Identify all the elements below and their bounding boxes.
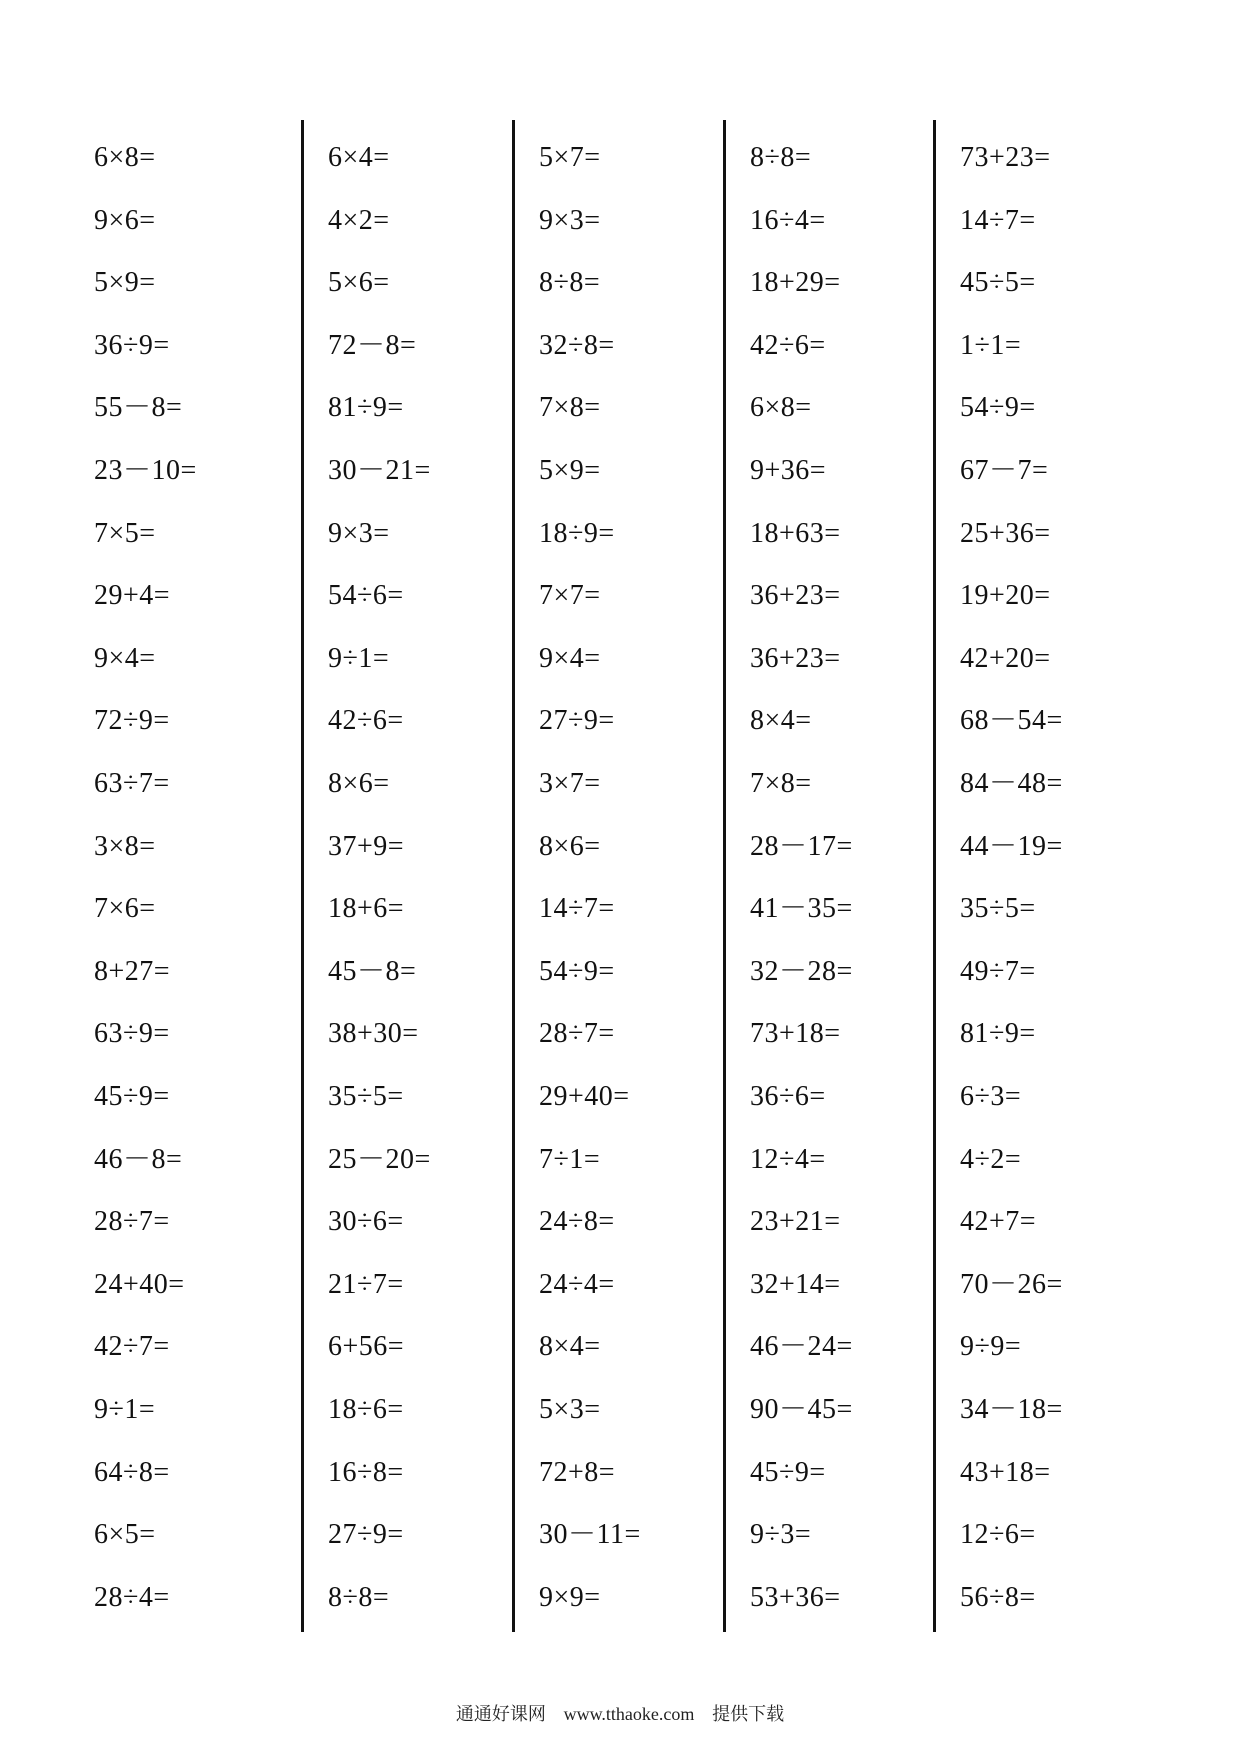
math-problem: 84－48=: [960, 768, 1063, 799]
math-problem: 28÷7=: [539, 1018, 615, 1049]
math-problem: 43+18=: [960, 1457, 1051, 1488]
math-problem: 28÷7=: [94, 1206, 170, 1237]
math-problem: 29+4=: [94, 580, 171, 611]
math-problem: 18÷6=: [328, 1394, 404, 1425]
math-problem: 18+6=: [328, 893, 405, 924]
math-problem: 32－28=: [750, 956, 853, 987]
math-problem: 41－35=: [750, 893, 853, 924]
math-problem: 7×5=: [94, 518, 156, 549]
math-problem: 5×3=: [539, 1394, 601, 1425]
math-problem: 9×9=: [539, 1582, 601, 1613]
math-problem: 18+63=: [750, 518, 841, 549]
math-problem: 21÷7=: [328, 1269, 404, 1300]
math-problem: 42+20=: [960, 643, 1051, 674]
math-problem: 42÷6=: [328, 705, 404, 736]
math-problem: 4÷2=: [960, 1144, 1022, 1175]
math-problem: 1÷1=: [960, 330, 1022, 361]
math-problem: 42÷6=: [750, 330, 826, 361]
math-problem: 9×3=: [328, 518, 390, 549]
math-problem: 5×9=: [94, 267, 156, 298]
math-problem: 54÷6=: [328, 580, 404, 611]
math-problem: 8÷8=: [750, 142, 812, 173]
math-problem: 81÷9=: [960, 1018, 1036, 1049]
math-problem: 42+7=: [960, 1206, 1037, 1237]
math-problem: 9×6=: [94, 205, 156, 236]
math-problem: 28÷4=: [94, 1582, 170, 1613]
math-problem: 45－8=: [328, 956, 417, 987]
math-problem: 9+36=: [750, 455, 827, 486]
problem-column-2: [301, 120, 512, 1632]
math-problem: 25－20=: [328, 1144, 431, 1175]
math-problem: 23+21=: [750, 1206, 841, 1237]
math-problem: 64÷8=: [94, 1457, 170, 1488]
math-problem: 19+20=: [960, 580, 1051, 611]
math-problem: 8×4=: [539, 1331, 601, 1362]
math-problem: 32÷8=: [539, 330, 615, 361]
math-problem: 9÷9=: [960, 1331, 1022, 1362]
math-problem: 36÷9=: [94, 330, 170, 361]
math-problem: 44－19=: [960, 831, 1063, 862]
math-problem: 35÷5=: [960, 893, 1036, 924]
math-problem: 72÷9=: [94, 705, 170, 736]
math-problem: 55－8=: [94, 392, 183, 423]
math-problem: 46－24=: [750, 1331, 853, 1362]
math-problem: 27÷9=: [328, 1519, 404, 1550]
math-problem: 14÷7=: [539, 893, 615, 924]
math-problem: 9÷3=: [750, 1519, 812, 1550]
math-problem: 29+40=: [539, 1081, 630, 1112]
math-problem: 81÷9=: [328, 392, 404, 423]
math-problem: 32+14=: [750, 1269, 841, 1300]
math-problem: 23－10=: [94, 455, 197, 486]
math-problem: 9×3=: [539, 205, 601, 236]
math-problem: 54÷9=: [539, 956, 615, 987]
math-problem: 67－7=: [960, 455, 1049, 486]
math-problem: 16÷8=: [328, 1457, 404, 1488]
math-problem: 6×4=: [328, 142, 390, 173]
math-problem: 45÷9=: [94, 1081, 170, 1112]
problem-column-3: [512, 120, 723, 1632]
math-problem: 30÷6=: [328, 1206, 404, 1237]
math-problem: 24+40=: [94, 1269, 185, 1300]
math-problem: 18+29=: [750, 267, 841, 298]
math-problem: 8×4=: [750, 705, 812, 736]
math-problem: 53+36=: [750, 1582, 841, 1613]
math-problem: 14÷7=: [960, 205, 1036, 236]
math-problem: 18÷9=: [539, 518, 615, 549]
math-problem: 73+18=: [750, 1018, 841, 1049]
math-problem: 8×6=: [328, 768, 390, 799]
math-problem: 4×2=: [328, 205, 390, 236]
math-problem: 72－8=: [328, 330, 417, 361]
math-problem: 8÷8=: [539, 267, 601, 298]
math-problem: 6÷3=: [960, 1081, 1022, 1112]
math-problem: 6×5=: [94, 1519, 156, 1550]
math-problem: 9×4=: [94, 643, 156, 674]
math-problem: 38+30=: [328, 1018, 419, 1049]
math-problem: 5×7=: [539, 142, 601, 173]
math-problem: 5×6=: [328, 267, 390, 298]
math-problem: 9÷1=: [328, 643, 390, 674]
problem-column-4: [723, 120, 934, 1632]
math-problem: 3×7=: [539, 768, 601, 799]
math-problem: 90－45=: [750, 1394, 853, 1425]
math-problem: 56÷8=: [960, 1582, 1036, 1613]
footer-download-note: 提供下载: [712, 1704, 785, 1725]
math-problem: 37+9=: [328, 831, 405, 862]
math-problem: 6×8=: [94, 142, 156, 173]
math-problem: 8×6=: [539, 831, 601, 862]
math-problem: 16÷4=: [750, 205, 826, 236]
math-problem: 7÷1=: [539, 1144, 601, 1175]
problem-column-5: [933, 120, 1144, 1632]
math-problem: 54÷9=: [960, 392, 1036, 423]
math-problem: 68－54=: [960, 705, 1063, 736]
math-problem: 73+23=: [960, 142, 1051, 173]
math-problem: 70－26=: [960, 1269, 1063, 1300]
math-problem: 36+23=: [750, 643, 841, 674]
problem-column-1: [70, 120, 281, 1632]
math-problem: 46－8=: [94, 1144, 183, 1175]
math-problem: 7×7=: [539, 580, 601, 611]
math-problem: 45÷9=: [750, 1457, 826, 1488]
math-problem: 7×8=: [539, 392, 601, 423]
math-problem: 36÷6=: [750, 1081, 826, 1112]
math-problem: 8+27=: [94, 956, 171, 987]
page-footer: [0, 1700, 1240, 1726]
math-problem: 12÷4=: [750, 1144, 826, 1175]
math-problem: 34－18=: [960, 1394, 1063, 1425]
math-problem: 9÷1=: [94, 1394, 156, 1425]
math-problem: 72+8=: [539, 1457, 616, 1488]
math-problem: 12÷6=: [960, 1519, 1036, 1550]
math-problem: 30－11=: [539, 1519, 641, 1550]
math-problem: 25+36=: [960, 518, 1051, 549]
math-problem: 63÷9=: [94, 1018, 170, 1049]
math-problem: 7×6=: [94, 893, 156, 924]
math-problem: 42÷7=: [94, 1331, 170, 1362]
math-problem: 45÷5=: [960, 267, 1036, 298]
math-problem: 28－17=: [750, 831, 853, 862]
footer-brand: 通通好课网: [455, 1704, 546, 1725]
math-problem: 7×8=: [750, 768, 812, 799]
math-problem: 9×4=: [539, 643, 601, 674]
math-problem: 49÷7=: [960, 956, 1036, 987]
math-problem: 3×8=: [94, 831, 156, 862]
math-problem: 36+23=: [750, 580, 841, 611]
math-problem: 6×8=: [750, 392, 812, 423]
math-problem: 24÷8=: [539, 1206, 615, 1237]
math-problem: 5×9=: [539, 455, 601, 486]
math-problem: 30－21=: [328, 455, 431, 486]
math-problem: 24÷4=: [539, 1269, 615, 1300]
math-problem: 27÷9=: [539, 705, 615, 736]
math-problem: 8÷8=: [328, 1582, 390, 1613]
math-problem: 35÷5=: [328, 1081, 404, 1112]
footer-website: www.tthaoke.com: [563, 1704, 695, 1724]
math-problem: 6+56=: [328, 1331, 405, 1362]
math-problem: 63÷7=: [94, 768, 170, 799]
